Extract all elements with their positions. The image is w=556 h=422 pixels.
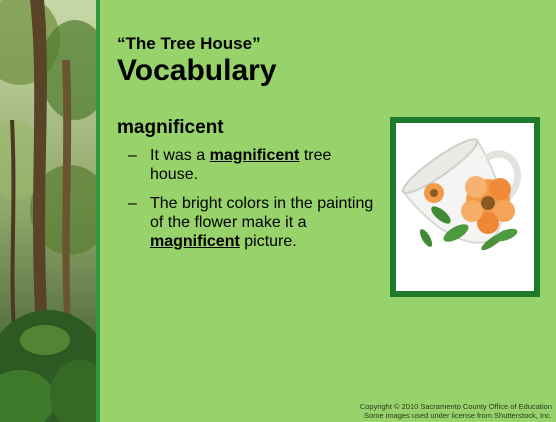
dash-bullet: – xyxy=(128,195,137,212)
sentence-text: tree house. xyxy=(150,147,332,183)
photo-area xyxy=(396,123,534,291)
license-line: Some images used under license from Shutterstock, Inc. xyxy=(363,411,552,420)
copyright-line: Copyright © 2010 Sacramento County Office of Education xyxy=(359,402,552,411)
highlighted-word: magnificent xyxy=(209,147,300,164)
list-item xyxy=(128,194,378,251)
list-item xyxy=(128,146,378,184)
story-title: “The Tree House” xyxy=(117,34,261,53)
image-frame xyxy=(390,117,540,297)
example-sentences xyxy=(128,146,378,261)
teacup-with-flower-photo xyxy=(396,123,534,291)
dash-bullet: – xyxy=(128,147,137,164)
vocabulary-word: magnificent xyxy=(117,117,224,138)
forest-photo xyxy=(0,0,96,422)
green-divider xyxy=(96,0,100,422)
highlighted-word: magnificent xyxy=(150,233,240,250)
copyright-notice xyxy=(360,402,552,420)
page-title: Vocabulary xyxy=(117,54,277,87)
sentence-text: It was a xyxy=(150,147,210,164)
sentence-text: The bright colors in the painting of the flower make it a xyxy=(150,195,374,231)
sentence-text: picture. xyxy=(239,233,297,250)
